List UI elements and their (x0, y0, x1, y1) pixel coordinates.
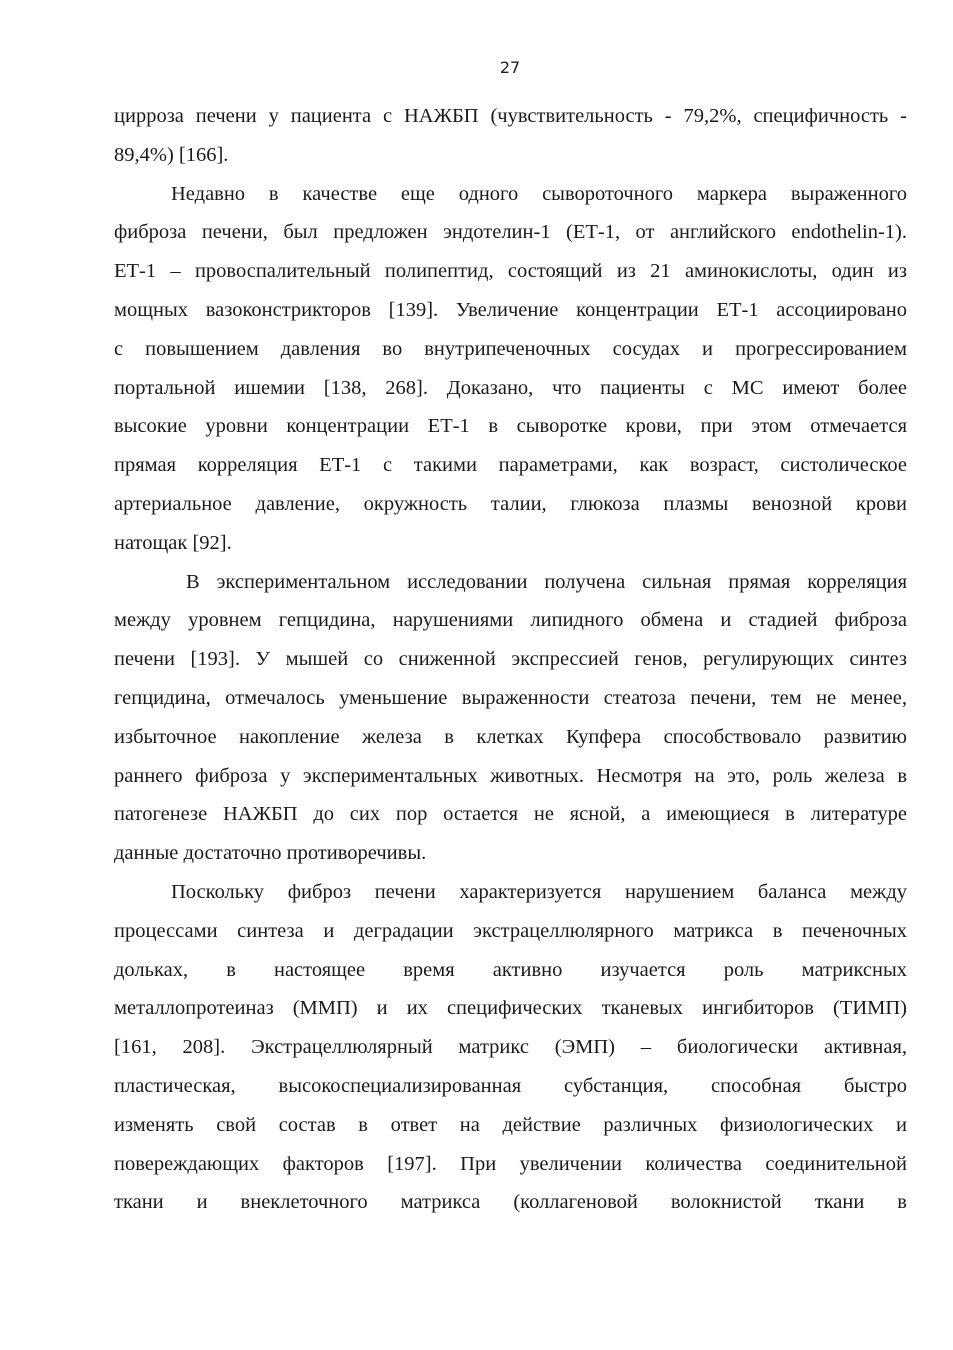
page-number: 27 (499, 58, 521, 77)
text-line: цирроза печени у пациента с НАЖБП (чувствительность - 79,2%, специфичность - (114, 105, 907, 127)
text-line: раннего фиброза у экспериментальных животных. Несмотря на это, роль железа в (114, 764, 907, 787)
text-line: дольках, в настоящее время активно изучается роль матриксных (114, 958, 907, 981)
text-line: между уровнем гепцидина, нарушениями липидного обмена и стадией фиброза (114, 609, 907, 632)
text-line: процессами синтеза и деградации экстрацеллюлярного матрикса в печеночных (114, 919, 907, 942)
text-line: патогенезе НАЖБП до сих пор остается не ясной, а имеющиеся в литературе (114, 803, 907, 826)
text-line: повереждающих факторов [197]. При увеличении количества соединительной (114, 1152, 907, 1175)
text-line: прямая корреляция ЕТ-1 с такими параметрами, как возраст, систолическое (114, 454, 907, 477)
text-line: В экспериментальном исследовании получена сильная прямая корреляция (186, 570, 907, 593)
text-line: мощных вазоконстрикторов [139]. Увеличение концентрации ЕТ-1 ассоциировано (114, 298, 907, 321)
text-line: фиброза печени, был предложен эндотелин-1 (ЕТ-1, от английского endothelin-1). (114, 221, 907, 244)
text-line: ЕТ-1 – провоспалительный полипептид, состоящий из 21 аминокислоты, один из (114, 260, 907, 283)
text-line: портальной ишемии [138, 268]. Доказано, что пациенты с МС имеют более (114, 376, 907, 399)
text-line: металлопротеиназ (ММП) и их специфических тканевых ингибиторов (ТИМП) (114, 997, 907, 1020)
text-line: избыточное накопление железа в клетках Купфера способствовало развитию (114, 725, 907, 748)
text-line: [161, 208]. Экстрацеллюлярный матрикс (ЭМП) – биологически активная, (114, 1036, 907, 1059)
text-line: 89,4%) [166]. (114, 143, 229, 166)
text-line: ткани и внеклеточного матрикса (коллагеновой волокнистой ткани в (114, 1191, 907, 1214)
text-line: натощак [92]. (114, 531, 232, 554)
text-line: с повышением давления во внутрипеченочных сосудах и прогрессированием (114, 337, 907, 360)
text-line: печени [193]. У мышей со сниженной экспрессией генов, регулирующих синтез (114, 648, 907, 671)
text-line: высокие уровни концентрации ЕТ-1 в сыворотке крови, при этом отмечается (114, 415, 907, 438)
text-line: артериальное давление, окружность талии, глюкоза плазмы венозной крови (114, 492, 907, 515)
document-body (114, 97, 907, 1222)
text-line: гепцидина, отмечалось уменьшение выраженности стеатоза печени, тем не менее, (114, 686, 907, 709)
text-line: пластическая, высокоспециализированная субстанция, способная быстро (114, 1074, 907, 1097)
text-line: данные достаточно противоречивы. (114, 842, 427, 865)
text-line: изменять свой состав в ответ на действие различных физиологических и (114, 1113, 907, 1136)
text-line: Поскольку фиброз печени характеризуется нарушением баланса между (171, 880, 907, 903)
text-line: Недавно в качестве еще одного сывороточного маркера выраженного (171, 182, 907, 205)
